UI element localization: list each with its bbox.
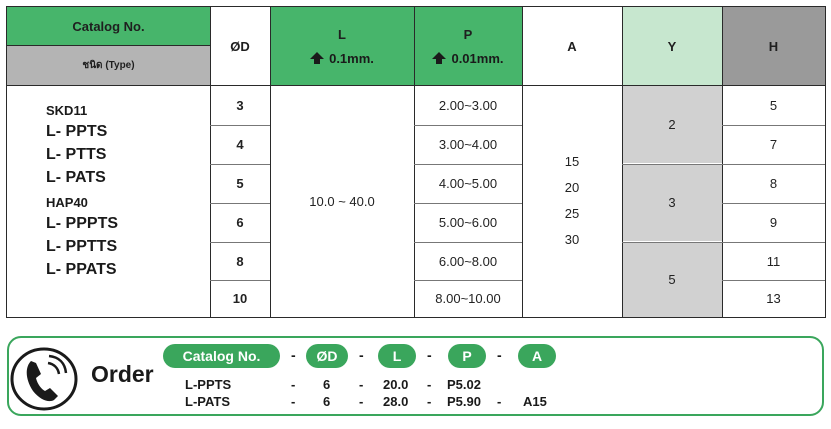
p-value: 8.00~10.00 xyxy=(435,291,501,306)
header-od-label: ØD xyxy=(230,38,250,54)
separator: - xyxy=(427,394,432,409)
od-value: 10 xyxy=(232,291,248,306)
header-catalog-no-label: Catalog No. xyxy=(72,18,145,34)
header-a-label: A xyxy=(567,38,577,54)
y-value: 5 xyxy=(668,272,676,287)
p-value: 3.00~4.00 xyxy=(438,137,498,152)
header-p-unit xyxy=(432,51,503,66)
order-example-od: 6 xyxy=(323,377,331,392)
p-cell xyxy=(414,86,522,125)
separator: - xyxy=(497,347,502,363)
p-value: 5.00~6.00 xyxy=(438,215,498,230)
p-cell xyxy=(414,125,522,164)
type-item: L- PPATS xyxy=(46,261,117,278)
p-cell xyxy=(414,203,522,242)
header-catalog-no xyxy=(7,7,210,45)
type-list xyxy=(46,101,118,281)
separator: - xyxy=(497,394,502,409)
a-value: 30 xyxy=(564,231,580,247)
order-title: Order xyxy=(91,361,154,387)
separator: - xyxy=(291,394,296,409)
pill-catalog-no xyxy=(163,344,280,368)
h-cell xyxy=(722,203,825,242)
od-cell xyxy=(210,280,270,317)
header-p-label: P xyxy=(463,26,473,42)
header-type-label: ชนิด (Type) xyxy=(82,59,135,71)
h-value: 7 xyxy=(769,137,778,152)
h-cell xyxy=(722,242,825,280)
od-cell xyxy=(210,86,270,125)
up-arrow-icon xyxy=(432,52,446,64)
h-cell xyxy=(722,164,825,203)
grade-skd11: SKD11 xyxy=(46,103,88,118)
h-value: 13 xyxy=(766,291,781,306)
h-value: 5 xyxy=(769,98,778,113)
a-values-cell xyxy=(522,145,622,255)
separator: - xyxy=(359,377,364,392)
pill-od-label: ØD xyxy=(316,348,338,364)
p-value: 4.00~5.00 xyxy=(438,176,498,191)
a-value: 25 xyxy=(564,205,580,221)
header-l xyxy=(270,7,414,85)
pill-p xyxy=(448,344,486,368)
p-value: 6.00~8.00 xyxy=(438,253,498,269)
h-cell xyxy=(722,125,825,164)
y-cell xyxy=(622,242,722,317)
pill-a-label: A xyxy=(531,348,543,364)
up-arrow-icon xyxy=(310,52,324,64)
header-y-label: Y xyxy=(667,38,677,54)
grade-hap40: HAP40 xyxy=(46,195,88,210)
pill-l xyxy=(378,344,416,368)
type-item: L- PPTTS xyxy=(46,238,118,255)
header-p xyxy=(414,7,522,85)
y-value: 3 xyxy=(668,195,676,210)
header-l-label: L xyxy=(338,26,346,42)
od-cell xyxy=(210,242,270,280)
header-p-unit-text: 0.01mm. xyxy=(451,50,504,66)
pill-p-label: P xyxy=(462,348,472,364)
pill-a xyxy=(518,344,556,368)
header-l-unit-text: 0.1mm. xyxy=(329,50,374,66)
separator: - xyxy=(291,377,296,392)
header-h-label: H xyxy=(768,38,779,54)
header-a xyxy=(522,7,622,85)
separator: - xyxy=(359,347,364,363)
p-cell xyxy=(414,280,522,317)
order-example-p: P5.02 xyxy=(447,377,481,392)
h-cell xyxy=(722,280,825,317)
order-example-a: A15 xyxy=(523,394,547,409)
order-example-l: 28.0 xyxy=(383,394,409,409)
od-value: 4 xyxy=(236,137,244,152)
type-item: L- PPPTS xyxy=(46,215,119,232)
order-example-catalog: L-PATS xyxy=(185,394,231,409)
a-value: 15 xyxy=(564,153,580,169)
l-range-cell xyxy=(270,86,414,317)
phone-icon xyxy=(8,345,80,413)
od-value: 8 xyxy=(236,253,244,269)
header-type xyxy=(7,45,210,85)
order-example-od: 6 xyxy=(323,394,331,409)
y-cell xyxy=(622,86,722,163)
type-item: L- PTTS xyxy=(46,146,107,163)
od-value: 6 xyxy=(236,215,244,230)
pill-catalog-no-label: Catalog No. xyxy=(182,348,261,364)
p-cell xyxy=(414,164,522,203)
p-value: 2.00~3.00 xyxy=(438,98,498,113)
separator: - xyxy=(427,347,432,363)
h-value: 9 xyxy=(769,215,778,230)
h-value: 11 xyxy=(766,253,781,269)
pill-l-label: L xyxy=(392,348,402,364)
separator: - xyxy=(359,394,364,409)
pill-od xyxy=(306,344,348,368)
separator: - xyxy=(427,377,432,392)
h-value: 8 xyxy=(769,176,778,191)
od-cell xyxy=(210,203,270,242)
od-value: 3 xyxy=(236,98,244,113)
type-item: L- PPTS xyxy=(46,123,108,140)
spec-table xyxy=(6,6,826,318)
p-cell xyxy=(414,242,522,280)
od-cell xyxy=(210,125,270,164)
order-example-l: 20.0 xyxy=(383,377,409,392)
header-h xyxy=(722,7,825,85)
y-cell xyxy=(622,164,722,241)
order-example-p: P5.90 xyxy=(447,394,481,409)
h-cell xyxy=(722,86,825,125)
separator: - xyxy=(291,347,296,363)
l-range-value: 10.0 ~ 40.0 xyxy=(309,194,375,209)
y-value: 2 xyxy=(668,117,676,132)
header-od xyxy=(210,7,270,85)
a-value: 20 xyxy=(564,179,580,195)
header-l-unit xyxy=(310,51,374,66)
order-example-catalog: L-PPTS xyxy=(185,377,232,392)
od-cell xyxy=(210,164,270,203)
od-value: 5 xyxy=(236,176,244,191)
type-item: L- PATS xyxy=(46,169,106,186)
header-y xyxy=(622,7,722,85)
